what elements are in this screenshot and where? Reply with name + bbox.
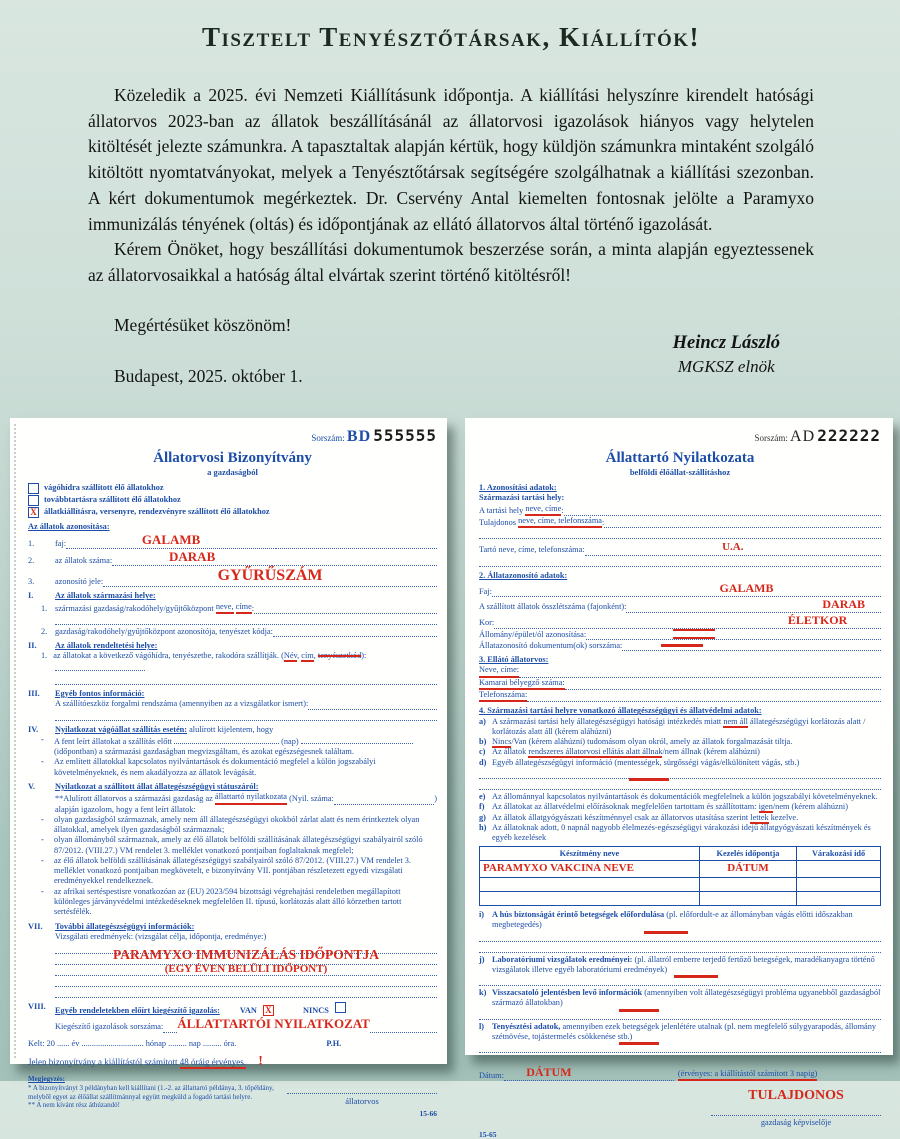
handwritten-value: ÁLLATTARTÓI NYILATKOZAT [177,1016,370,1032]
validity-text: Jelen bizonyítvány a kiállítástól számított [28,1056,178,1067]
field-label: Kor: [479,618,495,628]
date-row [28,1039,437,1049]
dotted-line [301,735,413,744]
section-numeral: V. [28,781,35,791]
table-header-date: Kezelés időpontja [699,847,796,861]
bullet-item [41,835,437,856]
section-heading: Az állatok rendeltetési helye: [55,641,158,651]
item-text: /nem állnak (kérem aláhúzni) [662,747,760,757]
bullet-text: az afrikai sertéspestisre vonatkozóan az (EU) 2023/594 bizottsági végrehajtási rendeletben megállapított különleges járványvédelmi intézkedéseknek megfelelően II. típusú, korlátozás alatt álló körzetben tartott sertésfélék. [54,886,402,917]
validity-underlined: 48 óráig érvényes. [179,1056,246,1067]
item-f [479,802,881,812]
dotted-line [586,629,881,640]
form-subtitle: a gazdaságból [207,467,258,478]
perforation-edge [14,424,16,1058]
item-text: /Van (kérem aláhúzni) tudomásom olyan okról, amely az állatok forgalmazását tiltja. [511,737,793,747]
field-label: Kiegészítő igazolások sorszáma: [55,1022,164,1032]
option-van-label: VAN [239,1006,257,1016]
origin-row-2 [41,626,437,637]
section-numeral: I. [28,591,34,601]
checkbox [28,495,39,506]
dotted-line [55,662,145,671]
checkbox [28,483,39,494]
ident-row-species [28,532,437,549]
red-underlined-phrase: neve, címe, telefonszáma [518,516,602,528]
section-heading: Az állatok származási helye: [55,591,156,601]
field-label: gazdaság/rakodóhely/gyűjtőközpont azonosítója, tenyészet kódja: [55,626,273,636]
checkbox-row-slaughter [28,483,437,494]
ident-row-id-mark [28,566,437,587]
item-bold-lead: A hús biztonságát érintő betegségek előfordulása [492,910,665,920]
red-mark [661,642,703,647]
section-1-heading: 1. Azonosítási adatok: [479,482,557,492]
form-title: Állattartó Nyilatkozata [605,449,755,466]
serial-row [479,426,881,447]
field-label: származási gazdaság/rakodóhely/gyűjtőközpont [55,603,214,613]
item-text: Az állatokat az állatvédelmi előírásoknak megfelelően tartottam és szállítottam: [492,802,757,812]
dotted-line [479,1009,881,1020]
item-text: kezelve. [770,812,799,822]
item-letter: i) [479,910,485,920]
dotted-line [479,556,881,567]
red-mark [674,973,718,978]
status-line-1 [55,792,437,804]
checkbox-label: továbbtartásra szállított élő állatokhoz [44,495,181,505]
item-text: Az állatoknak adott, 0 napnál nagyobb élelmezés-egészségügyi várakozási idejű állatgyógyászati készítmények és egyéb kezelések [492,822,871,843]
dotted-line [276,539,437,549]
checkbox-label: állatkiállításra, versenyre, rendezvényre szállított élő állatokhoz [44,507,270,517]
handwritten-product-name: PARAMYXO VAKCINA NEVE [480,861,700,878]
field-label: A szállított állatok összlétszáma (fajonként): [479,602,627,612]
field-label: az állatok száma: [55,556,113,566]
field-label: Tulajdonos [479,517,517,527]
dotted-line [519,668,881,678]
item-letter: a) [479,716,486,726]
owner-signature-block [711,1087,881,1128]
validity-row [28,1053,437,1070]
form-subtitle: belföldi élőállat-szállításhoz [629,467,731,478]
field-label: A tartási hely [479,505,524,515]
dotted-line [66,532,276,549]
dotted-line [251,603,437,614]
item-letter: l) [479,1021,485,1031]
red-underlined-phrase: állattartó nyilatkozata [215,792,287,804]
dotted-line [479,779,881,790]
field-label: Állatazonosító dokumentum(ok) sorszáma: [479,640,623,650]
dotted-line [626,597,881,613]
dotted-line [55,614,437,625]
dotted-line [527,692,881,702]
item-bold-lead: Tenyésztési adatok, [492,1021,561,1031]
item-bold-lead: Visszacsatoló jelentésben levő információk [492,988,643,998]
red-underlined-word: igen [758,802,773,812]
item-h [479,823,881,844]
row-number: 2. [41,626,48,636]
empty-cell [797,892,881,906]
date-label: Dátum: [479,1070,504,1080]
dotted-line [494,613,881,629]
bullet-text: az élő állatok belföldi szállításának állategészségügyi szabályairól szóló 87/2012. (VIII.27.) VM rendelet 3. melléklet vonatkozó pontjaiban megkövetelt, e bizonyítvány VII. pontjában részletezett egyedi vizsgálati eredményekkel rendelkeznek. [54,855,411,886]
item-text: (pl. állatról emberre terjedő fertőző betegségek, maradékanyagra történő vizsgálatok illetve egyéb laboratóriumi eredmények) [492,954,875,974]
section-2-destination [28,641,437,685]
table-header-waiting: Várakozási idő [797,847,881,861]
exam-results-lines [55,943,437,998]
item-text: Egyéb állategészségügyi információ (mentességek, sürgősségi vágás/elkülönített vágás, stb.) [492,757,800,767]
treatment-table [479,846,881,906]
checkbox-label: vágóhídra szállított élő állatokhoz [44,483,164,493]
serial-number: 222222 [817,426,881,445]
field-label: faj: [55,539,67,549]
red-mark [619,1040,659,1045]
bullet-item [41,814,437,836]
animal-count-row [479,597,881,613]
handwritten-date: DÁTUM [699,861,796,878]
bullet-dash: - [41,886,44,896]
letter-dateline: Budapest, 2025. október 1. [114,366,303,387]
line-text: (Nyil. száma: [289,794,334,804]
empty-cell [699,892,796,906]
destination-row [41,651,437,674]
letter-title: Tisztelt Tenyésztőtársak, Kiállítók! [201,22,701,52]
age-row [479,613,881,629]
identification-heading: Az állatok azonosítása: [28,521,110,531]
supplementary-row [55,1002,437,1016]
item-letter: j) [479,954,485,964]
section-numeral: III. [28,688,40,698]
item-letter: c) [479,747,486,757]
bullet-text: Az említett állatokkal kapcsolatos nyilvántartások és dokumentáció megfelel a külön jogszabályi követelményeknek, és nem akadályozza az állatok levágását. [54,757,376,777]
serial-number: 555555 [373,426,437,445]
date-line: Kelt: 20 ...... év .............................. hónap ......... nap ......... óra. [28,1038,237,1048]
note-1: * A bizonyítványt 3 példányban kell kiállítani (1.-2. az állattartó példánya, 3. tőpéldány, melyből egyet az élőállat szállítmánnyal együtt megküld a fogadó tartási helyre. [28,1083,274,1101]
item-text: (amennyiben volt állategészségügyi probléma ugyanebből gazdaságból származó állatokban) [492,988,881,1008]
section-3-other-info [28,689,437,721]
red-underlined-word: Név [283,651,298,661]
origin-site-subheading: Származási tartási hely: [479,493,565,503]
section-2-heading: 2. Állatazonosító adatok: [479,570,568,580]
species-row [479,581,881,597]
vehicle-plate-row [55,699,437,709]
veterinary-certificate-form [10,418,447,1118]
item-letter: d) [479,757,487,767]
dotted-line [112,549,272,566]
red-underlined-label: Telefonszáma: [479,690,527,702]
item-e [479,792,881,802]
item-letter: h) [479,822,487,832]
item-text: Az állatok [492,747,527,757]
dotted-line [585,541,881,556]
bullet-text: a származási gazdaságban megvizsgáltam, és azokat egészségesnek találtam. [98,747,354,757]
red-underlined-word: nem áll [723,716,748,726]
dotted-line [273,627,437,637]
handwritten-value: GYŰRŰSZÁM [217,567,323,585]
vet-chamber-stamp-row [479,678,881,690]
checkbox-row-further-keeping [28,495,437,506]
handwritten-value: GALAMB [141,532,201,548]
field-hint: (időpontban) [54,747,97,757]
item-text: állategészségügyi korlátozás alatt / korlátozás alatt áll (kérem aláhúzni) [492,716,866,736]
item-j [479,955,881,976]
empty-cell [699,878,796,892]
red-struck-word: tenyészetkód [317,651,362,661]
serial-label: Sorszám: [754,433,788,443]
punctuation: , [297,651,302,661]
section-heading: Nyilatkozat vágóállat szállítás esetén: [55,724,188,734]
notes-heading: Megjegyzés: [28,1075,65,1084]
table-row [480,861,881,878]
form-title: Állatorvosi Bizonyítvány [153,449,312,466]
handwritten-value: DARAB [169,549,216,565]
dotted-line [174,735,279,744]
dotted-line [479,528,881,539]
handwritten-note-within-year: (EGY ÉVEN BELÜLI IDŐPONT) [164,963,328,976]
dotted-line [479,942,881,953]
table-header-product: Készítmény neve [480,847,700,861]
item-text: (pl. előfordult-e az állományban vágás előtti időszakban megbetegedés) [492,910,853,930]
veterinarian-signature-label: állatorvos [345,1096,379,1107]
item-letter: g) [479,812,486,822]
item-bold-lead: Laboratóriumi vizsgálatok eredményei: [492,954,633,964]
dotted-line [492,581,881,597]
handwritten-value: DARAB [822,596,866,611]
item-a [479,717,881,738]
row-number: 2. [28,556,35,566]
field-label: azonosító jele: [55,577,104,586]
status-line-2: alapján igazolom, hogy a fent leírt állatok: [55,804,196,814]
bullet-text: A fent leírt állatokat a szállítás előtt [54,736,172,746]
dotted-line [272,556,437,566]
id-document-row [479,640,881,651]
item-letter: b) [479,737,487,747]
field-label: az állatokat a következő vágóhídra, tenyészetbe, rakodóra szállítják. ( [53,651,284,661]
item-k [479,988,881,1009]
section-numeral: VII. [28,921,43,931]
red-underlined-word: lettek [750,812,769,822]
empty-cell [480,892,700,906]
signature-name: Heincz László [672,333,780,353]
red-underlined-word: neve, [216,602,234,614]
item-text: A származási tartási hely állategészségügyi hatósági intézkedés miatt [492,716,722,726]
keeper-row [479,541,881,556]
section-4-heading: 4. Származási tartási helyre vonatkozó állategészségügyi és állatvédelmi adatok: [479,706,762,716]
checkbox-van [263,1005,274,1016]
row-number: 1. [41,603,48,613]
section-heading: Egyéb fontos információ: [55,688,145,698]
item-g [479,813,881,823]
handwritten-value: GALAMB [719,580,774,595]
owner-row [479,516,881,528]
dotted-line [55,976,437,987]
red-double-mark [673,629,715,639]
red-underlined-word: cím [301,651,314,661]
bullet-item [41,855,437,887]
dotted-line [55,674,437,685]
dotted-line [479,1042,881,1053]
empty-cell [797,861,881,878]
letter-paragraph-2: Kérem Önöket, hogy beszállítási dokumentumok beszerzése során, a minta alapján egyeztessenek az állatorvosaikkal a hatóság által elvártak szerint történő kitöltésről! [88,239,814,286]
dotted-line [504,1065,674,1081]
supplementary-serial-row [55,1016,437,1032]
section-8-supplementary-cert [28,1002,437,1032]
letter-paragraph-1: Közeledik a 2025. évi Nemzeti Kiállításunk időpontja. A kiállítási helyszínre kirendelt hatósági állatorvos 2023-ban az állatok beszállításánál az állatorvosi igazolások hiányos vagy helytelen kitöltését jelezte számunkra. A tapasztaltak alapján kértük, hogy küldjön számunkra mintaként szolgáló kitöltött nyomtatványokat, melyek a Tenyésztőtársak segítségére szolgálhatnak a kiállítási szezonban. A kért dokumentumok megérkeztek. Dr. Cservény Antal kiemelten fontosnak jelölte a Paramyxo immunizálás tényének (oltás) és időpontjának az ellátó állatorvos által történő igazolását. [88,85,814,234]
section-4-slaughter-declaration [28,725,437,778]
punctuation: : [251,603,255,613]
punctuation: : [561,505,564,515]
section-7-additional-health-info [28,922,437,999]
section-numeral: VIII. [28,1002,46,1012]
bullet-item [41,757,437,778]
item-letter: k) [479,988,487,998]
animal-keeper-declaration-form [465,418,893,1139]
form-code: 15-66 [419,1108,437,1118]
field-label: A szállítóeszköz forgalmi rendszáma (amennyiben az a vizsgálatkor ismert): [55,699,309,709]
red-underlined-label: Neve, címe: [479,665,519,677]
dotted-line [55,987,437,998]
validity-note: (érvényes: a kiállítástól számított 3 napig) [678,1069,817,1081]
signature-dotted-line [287,1083,437,1094]
site-name-row [479,504,881,516]
item-l [479,1022,881,1043]
dotted-line [565,680,881,690]
bullet-item [41,886,437,918]
letter-thanks: Megértésüket köszönöm! [114,314,292,335]
red-underlined-phrase: neve, címe [525,504,561,516]
empty-cell [797,878,881,892]
handwritten-owner: TULAJDONOS [748,1088,844,1104]
serial-row [28,426,437,447]
section-numeral: II. [28,641,37,651]
item-c [479,747,881,757]
ident-row-count [28,549,437,566]
item-text: amennyiben ezek betegségek jelenlétére utalnak (pl. nem megfelelő súlygyarapodás, állomány szétnövése, tojástermelés csökkenése stb.) [492,1021,877,1041]
field-label: Tartó neve, címe, telefonszáma: [479,545,585,555]
field-hint: (nap) [281,736,299,746]
item-letter: e) [479,791,486,801]
bullet-dash: - [41,757,44,767]
stock-id-row [479,629,881,640]
field-label: Faj: [479,586,492,596]
dotted-line [370,1023,437,1033]
section-heading: Nyilatkozat a szállított állat állategészségügyi státuszáról: [55,781,259,791]
red-underlined-word: címe [236,602,252,614]
field-label: Állomány/épület/ól azonosítása: [479,629,587,639]
checkbox-mark: X [30,506,37,517]
red-mark [619,1007,659,1012]
checkbox [28,507,39,518]
vet-phone-row [479,690,881,702]
date-row [479,1065,881,1081]
item-text: Az állománnyal kapcsolatos nyilvántartások és dokumentációk megfelelnek a külön jogszabályi követelményeknek. [492,791,878,801]
checkbox-row-exhibition [28,507,437,518]
farm-representative-label: gazdaság képviselője [760,1117,832,1127]
punctuation: , [313,651,318,661]
heading-tail: alulírott kijelentem, hogy [189,724,274,734]
option-nincs-label: NINCS [302,1006,329,1016]
letter-signature [673,333,780,377]
line-text: **Alulírott állatorvos a származási gazdaság az [55,794,213,804]
row-number: 1. [28,539,35,549]
handwritten-note-paramyxo: PARAMYXO IMMUNIZÁLÁS IDŐPONTJA [113,947,379,963]
section-5-health-status [28,782,437,918]
dotted-line [334,795,434,805]
item-letter: f) [479,802,485,812]
bullet-dash: - [41,855,44,865]
item-b [479,737,881,747]
dotted-line [103,566,437,587]
bullet-text: olyan állományból származnak, amely az élő állatok belföldi szállításának állategészségügyi szabályairól szóló 87/2012. (VIII.27.) VM rendelet 3. melléklet vonatkozó pontjaiban foglaltaknak megfelel; [54,835,423,855]
handwritten-date: DÁTUM [526,1065,572,1080]
row-number: 3. [28,577,35,586]
punctuation: ) [434,794,437,804]
punctuation: : [601,517,605,527]
section-heading: További állategészségügyi információk: [55,921,195,931]
table-row [480,892,881,906]
item-text: Az állatok állatgyógyászati készítménnyel csak az állatorvos utasítása szerint [492,812,749,822]
red-mark [629,776,669,781]
bullet-text: olyan gazdaságból származnak, amely nem áll állategészségügyi okokból zárlat alatt és nem érintkeztek olyan állatokkal, amelyek ilyen gazdaságból származnak; [54,814,420,835]
bullet-item [41,734,437,758]
item-i [479,910,881,931]
dotted-line [564,506,881,516]
red-underlined-label: Kamarai bélyegző száma: [479,678,565,690]
dotted-line [55,710,437,721]
checkbox-nincs [335,1002,346,1013]
bullet-dash: - [41,734,44,744]
vet-name-row [479,665,881,677]
dotted-line [308,700,437,710]
form-code: 15-65 [479,1129,497,1139]
dotted-line [163,1024,177,1033]
bullet-dash: - [41,814,44,824]
form-footer [28,1075,437,1118]
handwritten-value: ÉLETKOR [787,612,848,627]
empty-cell [480,878,700,892]
section-1-origin [28,591,437,637]
section-3-heading: 3. Ellátó állatorvos: [479,655,549,665]
punctuation: ): [361,651,367,661]
checkbox-mark: X [265,1005,272,1016]
dotted-line [479,768,881,779]
exam-results-label: Vizsgálati eredmények: (vizsgálat célja, időpontja, eredménye:) [55,931,267,941]
row-number: 1. [41,651,48,661]
red-exclamation-mark: ! [258,1053,263,1069]
dotted-line [622,640,881,651]
serial-label: Sorszám: [311,433,345,443]
section-heading: Egyéb rendeletekben előírt kiegészítő igazolás: [55,1006,220,1016]
serial-prefix: AD [790,428,816,445]
origin-row-1 [41,601,437,614]
table-row [480,878,881,892]
red-underlined-word: Nincs [492,737,512,747]
handwritten-value: U.A. [722,541,744,554]
red-underlined-phrase: rendszeres állatorvosi ellátás alatt állnak [528,747,663,757]
dotted-line [601,517,881,528]
item-text: /nem (kérem aláhúzni) [772,802,848,812]
signature-dotted-line [711,1105,881,1116]
stamp-placeholder: P.H. [326,1038,342,1048]
item-d [479,758,881,768]
serial-prefix: BD [346,428,372,445]
section-heading-line [55,725,437,735]
red-mark [644,929,688,934]
section-numeral: IV. [28,724,39,734]
bullet-dash: - [41,835,44,845]
note-2: ** A nem kívánt rész áthúzandó! [28,1101,120,1110]
signature-role: MGKSZ elnök [677,357,775,376]
